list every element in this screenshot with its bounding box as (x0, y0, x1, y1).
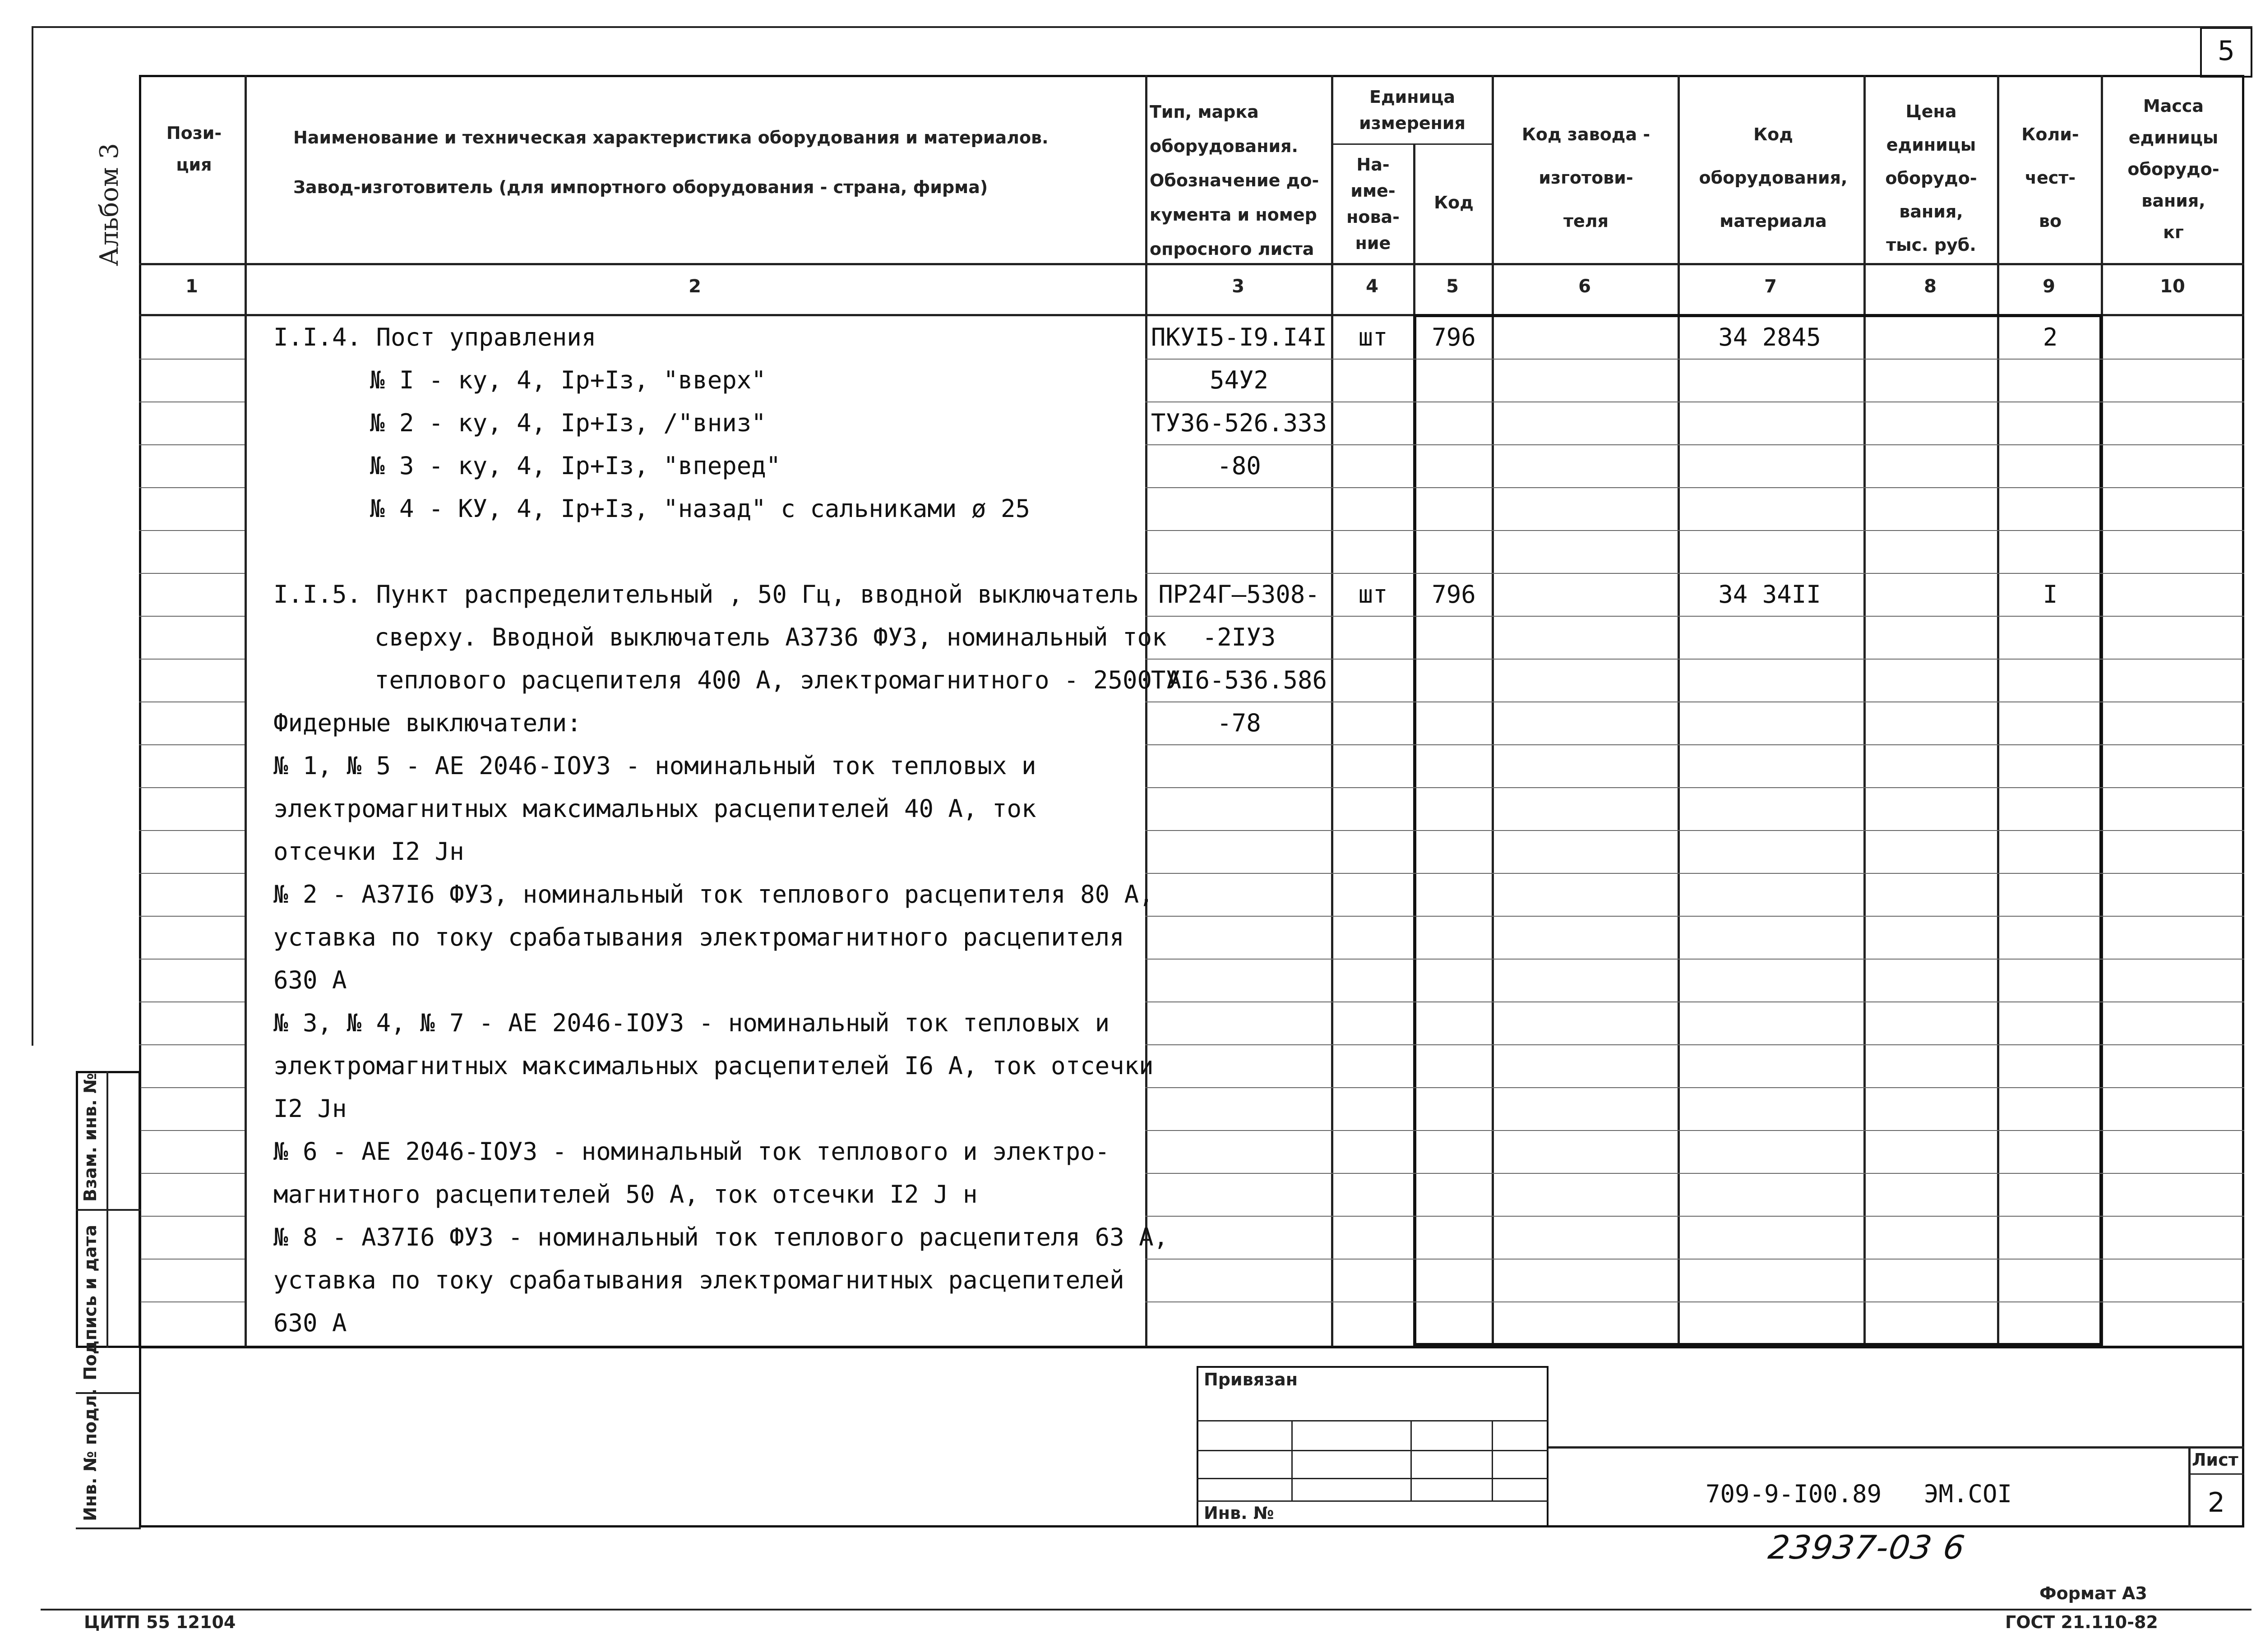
item-name: отсечки I2 Jн (273, 837, 464, 866)
row-line-left (139, 530, 245, 531)
footer-line (41, 1609, 2251, 1610)
row-line-left (139, 401, 245, 402)
header-factory-code: Код завода - изготови- теля (1521, 125, 1650, 231)
item-name: № 6 - АЕ 2046-IОУЗ - номинальный ток теплового и электро- (273, 1137, 1110, 1166)
item-name: № 3, № 4, № 7 - АЕ 2046-IОУЗ - номинальный ток тепловых и (273, 1009, 1110, 1037)
item-name: магнитного расцепителей 50 А, ток отсечки I2 J н (273, 1180, 978, 1209)
col-number-5: 5 (1446, 276, 1459, 297)
row-line (1145, 401, 2244, 402)
side-stamp-row3 (76, 1527, 141, 1529)
row-line-left (139, 1216, 245, 1217)
item-type: 54У2 (1209, 366, 1269, 394)
item-equip-code: 34 2845 (1718, 323, 1821, 351)
header-name: Наименование и техническая характеристика оборудования и материалов. Завод-изготовитель (для импортного оборудования - страна, фирма) (293, 128, 1049, 197)
header-qty: Коли- чест- во (2021, 125, 2079, 231)
privyazan-label: Привязан (1204, 1370, 1298, 1389)
col-number-10: 10 (2160, 276, 2185, 297)
col-number-6: 6 (1578, 276, 1591, 297)
row-line (1145, 444, 2244, 445)
item-name: уставка по току срабатывания электромагнитного расцепителя (273, 923, 1124, 951)
col-number-7: 7 (1764, 276, 1777, 297)
item-unit: шт (1358, 323, 1388, 351)
col-number-8: 8 (1924, 276, 1937, 297)
sheet-border-top (32, 26, 2252, 28)
item-name: электромагнитных максимальных расцепителей 40 А, ток (273, 794, 1036, 823)
row-line-left (139, 873, 245, 874)
row-line (1145, 1130, 2244, 1131)
sheet-number: 5 (2217, 35, 2235, 67)
row-line-left (139, 1130, 245, 1131)
format-label: Формат А3 (2039, 1583, 2147, 1603)
unit-subdivider (1331, 143, 1492, 145)
item-unit-code: 796 (1432, 323, 1476, 351)
row-line (1145, 659, 2244, 660)
row-line-left (139, 959, 245, 960)
gost-label: ГОСТ 21.110-82 (2005, 1612, 2158, 1632)
item-name: № 2 - А37I6 ФУЗ, номинальный ток теплового расцепителя 80 А, (273, 880, 1154, 909)
row-line (1145, 1044, 2244, 1045)
row-line (1145, 959, 2244, 960)
item-unit-code: 796 (1432, 580, 1476, 609)
item-type: -2IУ3 (1202, 623, 1276, 651)
item-qty: 2 (2043, 323, 2058, 351)
item-type: ТУI6-536.586 (1151, 666, 1327, 694)
item-name: № 8 - А37I6 ФУЗ - номинальный ток теплового расцепителя 63 А, (273, 1223, 1169, 1251)
row-line (1145, 359, 2244, 360)
header-unit-group: Единица измерения (1359, 87, 1465, 133)
col-number-4: 4 (1366, 276, 1378, 297)
title-upper-line (1549, 1446, 2244, 1449)
row-line (1145, 487, 2244, 488)
row-line (1145, 1173, 2244, 1174)
item-name: 630 А (273, 966, 347, 994)
item-type: ПКУI5-I9.I4I (1151, 323, 1327, 351)
row-line-left (139, 573, 245, 574)
priv-col3 (1492, 1420, 1493, 1500)
header-type: Тип, марка оборудования. Обозначение до- кумента и номер опросного листа (1150, 102, 1319, 259)
item-unit: шт (1358, 580, 1388, 609)
citp-label: ЦИТП 55 12104 (84, 1612, 236, 1632)
doc-mark: ЭМ.СОI (1924, 1480, 2012, 1508)
col-line-1 (245, 75, 247, 1348)
priv-row1 (1197, 1420, 1549, 1421)
doc-code: 709-9-I00.89 (1706, 1480, 1882, 1508)
header-unit-name: На- име- нова- ние (1346, 155, 1400, 253)
row-line-left (139, 616, 245, 617)
col-number-2: 2 (689, 276, 701, 297)
row-line (1145, 530, 2244, 531)
priv-row2 (1197, 1450, 1549, 1451)
item-name: № 2 - ку, 4, Iр+Iз, /"вниз" (370, 409, 766, 437)
priv-row3 (1197, 1478, 1549, 1479)
row-line-left (139, 1044, 245, 1045)
row-line (1145, 1301, 2244, 1302)
row-line (1145, 573, 2244, 574)
row-line-left (139, 659, 245, 660)
row-line (1145, 1259, 2244, 1260)
handwritten-number: 23937-03 6 (1766, 1528, 1968, 1566)
row-line (1145, 701, 2244, 702)
row-line-left (139, 1173, 245, 1174)
header-unit-code: Код (1434, 193, 1474, 212)
col-line-3 (1331, 75, 1333, 1348)
side-podpis: Подпись и дата (80, 1224, 100, 1380)
header-equip-code: Код оборудования, материала (1699, 125, 1848, 231)
header-mass: Масса единицы оборудо- вания, кг (2127, 96, 2219, 242)
item-type: ТУ36-526.333 (1151, 409, 1327, 437)
priv-row4 (1197, 1500, 1549, 1502)
item-name: уставка по току срабатывания электромагнитных расцепителей (273, 1266, 1124, 1294)
list-label: Лист (2192, 1450, 2238, 1470)
priv-col2 (1410, 1420, 1412, 1500)
col-number-3: 3 (1232, 276, 1244, 297)
item-name: сверху. Вводной выключатель А3736 ФУЗ, номинальный ток (374, 623, 1167, 651)
item-name: № I - ку, 4, Iр+Iз, "вверх" (370, 366, 766, 394)
header-price: Цена единицы оборудо- вания, тыс. руб. (1885, 102, 1977, 255)
side-inv-podl: Инв. № подл. (80, 1388, 100, 1521)
item-type: -80 (1217, 452, 1261, 480)
item-qty: I (2043, 580, 2058, 609)
row-line (1145, 873, 2244, 874)
item-name: № 3 - ку, 4, Iр+Iз, "вперед" (370, 452, 781, 480)
col-number-1: 1 (185, 276, 198, 297)
col-number-9: 9 (2043, 276, 2055, 297)
row-line (1145, 1216, 2244, 1217)
row-line-left (139, 787, 245, 788)
list-divider (2188, 1473, 2244, 1475)
item-name: электромагнитных максимальных расцепителей I6 А, ток отсечки (273, 1052, 1154, 1080)
row-line-left (139, 916, 245, 917)
item-name: теплового расцепителя 400 А, электромагнитного - 2500 А (374, 666, 1182, 694)
row-line-left (139, 1087, 245, 1088)
row-line-left (139, 359, 245, 360)
list-value: 2 (2207, 1487, 2225, 1518)
album-label: Альбом 3 (95, 143, 124, 266)
inv-no-label: Инв. № (1204, 1503, 1274, 1523)
item-name: № 4 - КУ, 4, Iр+Iз, "назад" с сальниками ø 25 (370, 494, 1030, 523)
row-line (1145, 916, 2244, 917)
item-name: I.I.5. Пункт распределительный , 50 Гц, вводной выключатель (273, 580, 1139, 609)
side-vzam: Взам. инв. № (80, 1073, 100, 1202)
priv-col1 (1291, 1420, 1293, 1500)
header-position: Пози- ция (166, 123, 222, 175)
row-line (1145, 616, 2244, 617)
item-type: ПР24Г—5308- (1158, 580, 1320, 609)
item-name: 630 А (273, 1309, 347, 1337)
row-line-left (139, 487, 245, 488)
sheet-border-left (32, 26, 33, 1046)
row-line-left (139, 830, 245, 831)
row-line (1145, 1087, 2244, 1088)
row-line (1145, 830, 2244, 831)
side-stamp-row1 (76, 1209, 141, 1211)
col-line-2 (1145, 75, 1147, 1348)
item-equip-code: 34 34II (1718, 580, 1821, 609)
row-line-left (139, 1301, 245, 1302)
row-line-left (139, 444, 245, 445)
item-name: I2 Jн (273, 1094, 347, 1123)
row-line-left (139, 701, 245, 702)
row-line (1145, 1001, 2244, 1002)
row-line-left (139, 744, 245, 745)
item-name: I.I.4. Пост управления (273, 323, 596, 351)
row-line-left (139, 1259, 245, 1260)
item-type: -78 (1217, 709, 1261, 737)
row-line (1145, 787, 2244, 788)
row-line-left (139, 1001, 245, 1002)
row-line (1145, 744, 2244, 745)
item-name: Фидерные выключатели: (273, 709, 582, 737)
item-name: № 1, № 5 - АЕ 2046-IОУЗ - номинальный ток тепловых и (273, 752, 1036, 780)
